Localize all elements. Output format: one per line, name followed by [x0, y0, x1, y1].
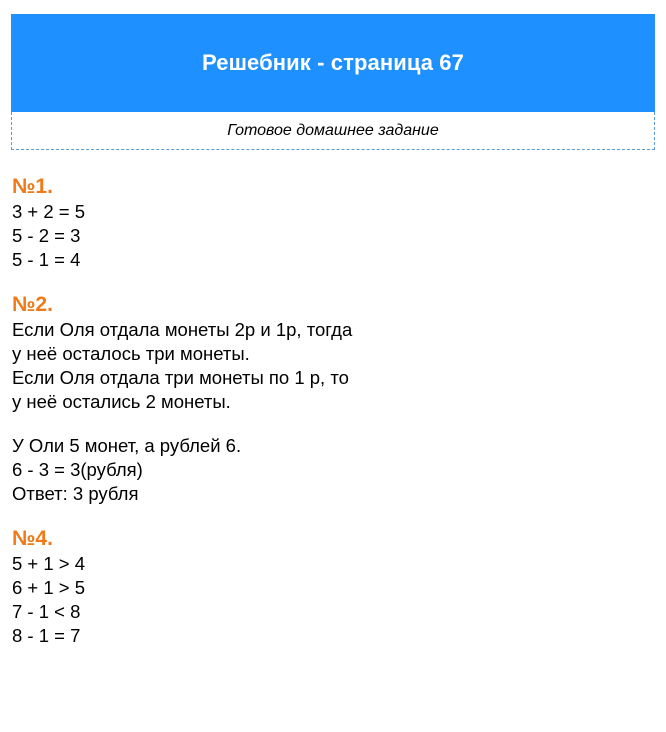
- task-title: №2.: [12, 293, 53, 316]
- text-line: Если Оля отдала три монеты по 1 р, то: [12, 367, 349, 388]
- text-line: у неё остались 2 монеты.: [12, 391, 231, 412]
- text-line: у неё осталось три монеты.: [12, 343, 250, 364]
- text-line: 5 - 2 = 3: [12, 225, 81, 246]
- task-title: №1.: [12, 175, 53, 198]
- text-line: 8 - 1 = 7: [12, 625, 81, 646]
- page-header: [11, 14, 655, 112]
- task-paragraph: [12, 200, 652, 272]
- page: [11, 14, 655, 150]
- task-paragraph: [12, 434, 652, 506]
- task-2: [12, 292, 652, 506]
- text-line: 5 - 1 = 4: [12, 249, 81, 270]
- text-line: 6 - 3 = 3(рубля): [12, 459, 143, 480]
- text-line: 3 + 2 = 5: [12, 201, 86, 222]
- task-title: №4.: [12, 527, 53, 550]
- text-line: 6 + 1 > 5: [12, 577, 86, 598]
- text-line: 7 - 1 < 8: [12, 601, 81, 622]
- text-line: 5 + 1 > 4: [12, 553, 86, 574]
- text-line: У Оли 5 монет, а рублей 6.: [12, 435, 242, 456]
- text-line: Если Оля отдала монеты 2р и 1р, тогда: [12, 319, 353, 340]
- text-line: Ответ: 3 рубля: [12, 483, 139, 504]
- page-subheader: [11, 112, 655, 150]
- task-1: [12, 174, 652, 272]
- solutions-content: [12, 174, 652, 668]
- task-4: [12, 526, 652, 648]
- task-paragraph: [12, 552, 652, 648]
- task-paragraph: [12, 318, 652, 414]
- page-title: Решебник - страница 67: [202, 50, 464, 75]
- page-subtitle: Готовое домашнее задание: [227, 121, 439, 139]
